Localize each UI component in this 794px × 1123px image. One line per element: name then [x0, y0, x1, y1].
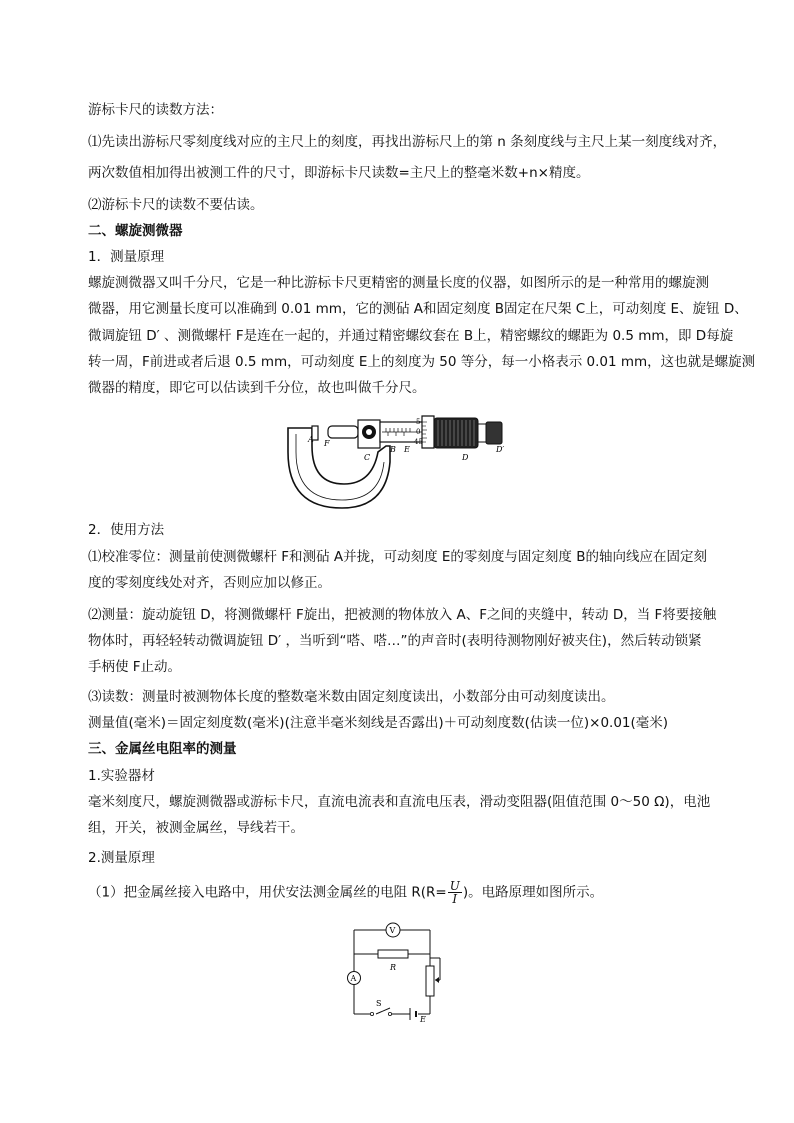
switch-contact-left	[370, 1012, 373, 1015]
paragraph-line: 微器，用它测量长度可以准确到 0.01 mm，它的测砧 A和固定刻度 B固定在尺架 C上，可动刻度 E、旋钮 D、	[88, 301, 748, 317]
paragraph-line: 物体时，再轻轻转动微调旋钮 D′ ，当听到“嗒、嗒…”的声音时(表明待测物刚好被夹住)，然后转动锁紧	[88, 633, 702, 649]
voltmeter-label: V	[389, 926, 396, 935]
paragraph-line: 转一周，F前进或者后退 0.5 mm，可动刻度 E上的刻度为 50 等分，每一小格表示 0.01 mm，这也就是螺旋测	[88, 354, 756, 370]
fraction-numerator: U	[449, 879, 460, 893]
rheostat-slider-arrow	[435, 977, 439, 983]
paragraph-line: ⑴校准零位：测量前使测微螺杆 F和测砧 A并拢，可动刻度 E的零刻度与固定刻度 B的轴向线应在固定刻	[88, 549, 707, 565]
section-heading-resistivity: 三、金属丝电阻率的测量	[88, 741, 237, 757]
scale-0: 0	[416, 428, 421, 436]
label-d: D	[462, 453, 469, 462]
label-e: E	[404, 445, 410, 454]
thimble-e	[422, 416, 434, 448]
subheading: 1.实验器材	[88, 768, 155, 784]
subheading: 1．测量原理	[88, 249, 165, 265]
label-f: F	[324, 439, 330, 448]
micrometer-figure	[282, 412, 522, 512]
formula-line	[88, 880, 708, 905]
paragraph-line: ⑵游标卡尺的读数不要估读。	[88, 197, 264, 213]
subheading: 2.测量原理	[88, 850, 155, 866]
resistor-label: R	[390, 963, 397, 972]
switch-label: S	[376, 999, 382, 1008]
switch-contact-right	[388, 1012, 391, 1015]
paragraph-line: ⑴先读出游标尺零刻度线对应的主尺上的刻度，再找出游标尺上的第 n 条刻度线与主尺上某一刻度线对齐，	[88, 134, 727, 150]
paragraph-line: 度的零刻度线处对齐，否则应加以修正。	[88, 575, 331, 591]
vernier-reading-heading: 游标卡尺的读数方法：	[88, 102, 223, 118]
label-c: C	[364, 453, 371, 462]
scale-45: 45	[414, 438, 423, 446]
ammeter-label: A	[350, 974, 357, 983]
spindle-f	[328, 426, 358, 438]
subheading: 2．使用方法	[88, 522, 165, 538]
paragraph-line: 微调旋钮 D′ 、测微螺杆 F是连在一起的，并通过精密螺纹套在 B上，精密螺纹的螺距为 0.5 mm，即 D每旋	[88, 328, 734, 344]
paragraph-line: 组，开关，被测金属丝，导线若干。	[88, 820, 304, 836]
fraction-denominator: I	[452, 892, 458, 906]
section-heading-micrometer: 二、螺旋测微器	[88, 223, 183, 239]
formula-text-after: )。电路原理如图所示。	[462, 884, 604, 901]
formula-text-before: （1）把金属丝接入电路中，用伏安法测金属丝的电阻 R(R=	[88, 884, 447, 901]
circuit-diagram	[340, 918, 450, 1022]
label-a: A	[308, 435, 314, 444]
resistor-r	[378, 950, 408, 958]
label-d-prime: D′	[496, 445, 505, 454]
fraction-u-over-i	[448, 880, 462, 905]
label-b: B	[390, 445, 396, 454]
paragraph-line: 测量值(毫米)＝固定刻度数(毫米)(注意半毫米刻线是否露出)＋可动刻度数(估读一位)×0.01(毫米)	[88, 715, 669, 731]
paragraph-line: 两次数值相加得出被测工件的尺寸，即游标卡尺读数=主尺上的整毫米数+n×精度。	[88, 165, 590, 181]
paragraph-line: 毫米刻度尺，螺旋测微器或游标卡尺，直流电流表和直流电压表，滑动变阻器(阻值范围 0～50 Ω)，电池	[88, 794, 711, 810]
battery-label: E	[420, 1015, 426, 1022]
paragraph-line: 手柄使 F止动。	[88, 659, 182, 675]
lock-knob-center	[366, 429, 372, 435]
paragraph-line: 螺旋测微器又叫千分尺，它是一种比游标卡尺更精密的测量长度的仪器，如图所示的是一种常用的螺旋测	[88, 275, 709, 291]
scale-5: 5	[416, 418, 421, 426]
fine-knob-stem	[478, 424, 486, 442]
fine-knob-d-prime	[486, 422, 502, 444]
paragraph-line: 微器的精度，即它可以估读到千分位，故也叫做千分尺。	[88, 380, 426, 396]
rheostat	[426, 966, 434, 996]
knob-d	[434, 418, 478, 448]
paragraph-line: ⑶读数：测量时被测物体长度的整数毫米数由固定刻度读出，小数部分由可动刻度读出。	[88, 689, 615, 705]
paragraph-line: ⑵测量：旋动旋钮 D，将测微螺杆 F旋出，把被测的物体放入 A、F之间的夹缝中，转动 D，当 F将要接触	[88, 607, 717, 623]
